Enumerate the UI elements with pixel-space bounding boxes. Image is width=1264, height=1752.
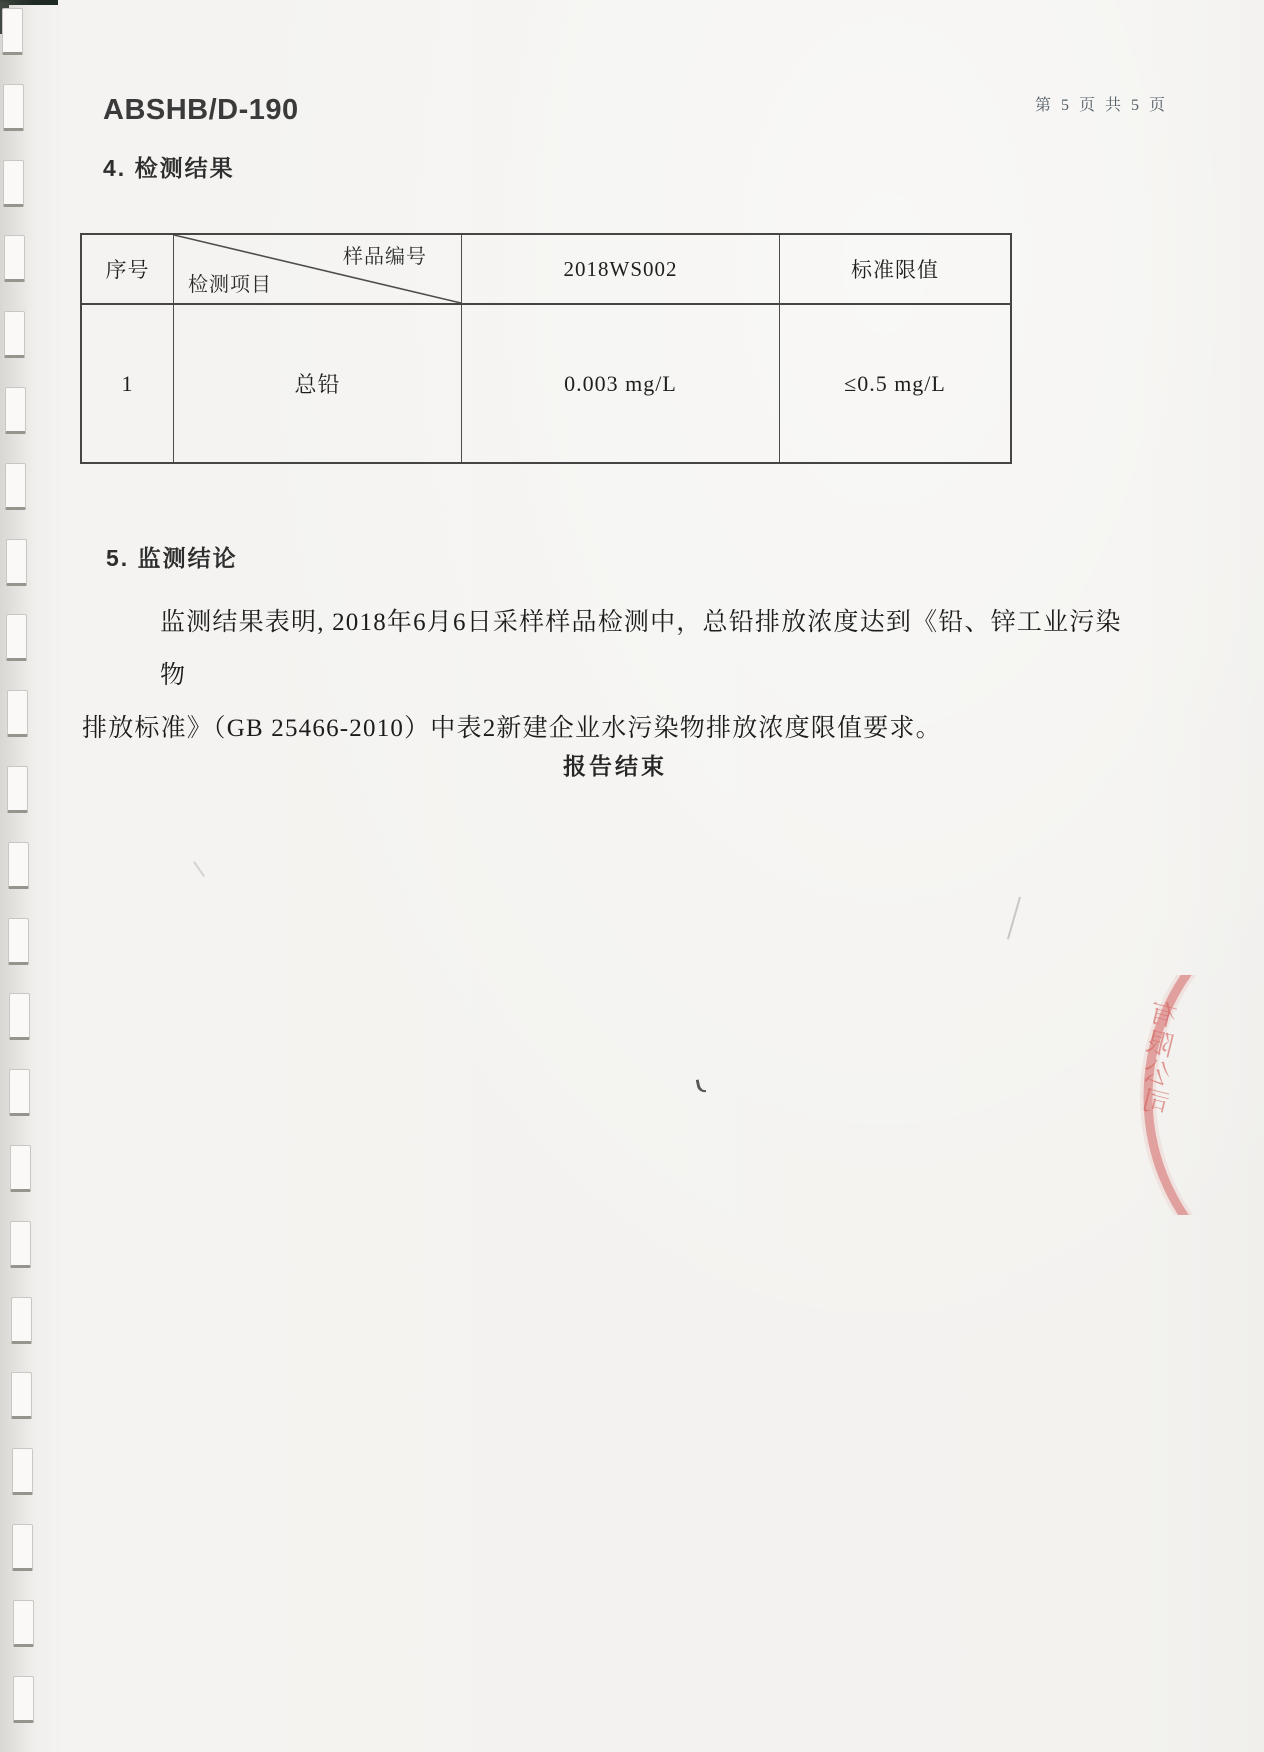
binding-hole xyxy=(7,690,28,737)
binding-hole xyxy=(10,1145,31,1192)
binding-hole xyxy=(13,1676,34,1723)
binding-hole xyxy=(3,160,24,207)
binding-hole xyxy=(4,235,25,282)
binding-hole xyxy=(11,1297,32,1344)
binding-hole xyxy=(4,311,25,358)
binding-hole xyxy=(13,1600,34,1647)
binding-hole xyxy=(8,918,29,965)
binding-hole xyxy=(2,8,23,55)
scan-noise-scratch xyxy=(193,861,205,877)
results-table xyxy=(80,233,1012,464)
binding-hole xyxy=(9,1069,30,1116)
binding-hole xyxy=(6,539,27,586)
table-row-index: 1 xyxy=(82,305,174,462)
binding-hole xyxy=(7,766,28,813)
document-code: ABSHB/D-190 xyxy=(103,94,299,126)
binding-hole xyxy=(11,1372,32,1419)
col-header-standard-limit: 标准限值 xyxy=(780,235,1010,305)
table-row-value: 0.003 mg/L xyxy=(462,305,780,462)
col-header-index: 序号 xyxy=(82,235,174,305)
col-header-sample-id: 2018WS002 xyxy=(462,235,780,305)
binding-hole xyxy=(5,387,26,434)
section-heading-conclusion: 5. 监测结论 xyxy=(106,545,238,571)
report-end-note: 报告结束 xyxy=(563,753,667,779)
section-heading-results: 4. 检测结果 xyxy=(103,155,235,181)
binding-hole xyxy=(10,1221,31,1268)
binding-hole xyxy=(9,993,30,1040)
stamp-text: 有限公司 xyxy=(1138,997,1180,1121)
diagonal-label-test-item: 检测项目 xyxy=(188,274,272,296)
red-stamp xyxy=(1100,975,1264,1215)
page-indicator: 第 5 页 共 5 页 xyxy=(1034,97,1168,114)
binding-hole xyxy=(8,842,29,889)
binding-hole xyxy=(3,84,24,131)
conclusion-line-1: 监测结果表明, 2018年6月6日采样样品检测中，总铅排放浓度达到《铅、锌工业污染物 xyxy=(160,609,1122,689)
diagonal-label-sample-no: 样品编号 xyxy=(343,246,427,268)
diagonal-header-cell xyxy=(174,235,462,305)
scan-noise-speck xyxy=(696,1078,707,1093)
binding-hole xyxy=(6,614,27,661)
scan-noise-scratch xyxy=(1007,897,1021,940)
binding-hole xyxy=(5,463,26,510)
conclusion-paragraph xyxy=(82,596,1142,755)
binding-hole xyxy=(12,1524,33,1571)
table-row-limit: ≤0.5 mg/L xyxy=(844,370,946,396)
table-row-item: 总铅 xyxy=(174,305,462,462)
binding-hole xyxy=(12,1448,33,1495)
conclusion-line-2: 排放标准》（GB 25466-2010）中表2新建企业水污染物排放浓度限值要求。 xyxy=(82,715,942,742)
